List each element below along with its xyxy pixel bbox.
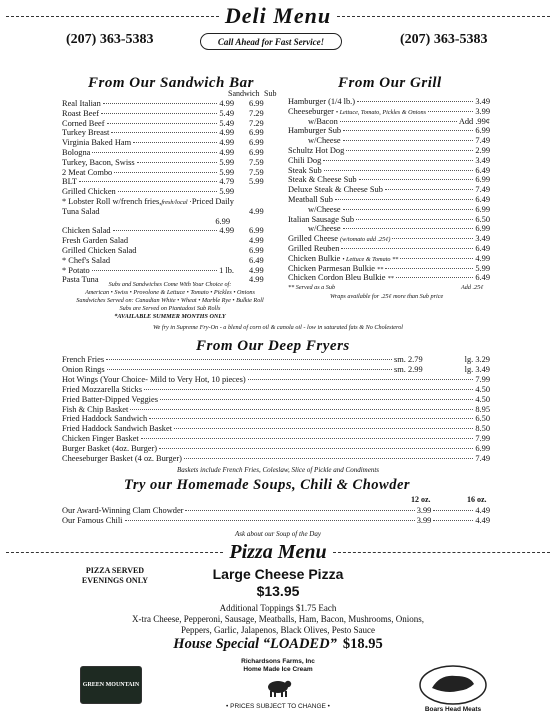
fryer-leader bbox=[248, 379, 474, 380]
sandwich-leader bbox=[111, 132, 217, 133]
fryer-item-price: 7.49 bbox=[475, 454, 490, 463]
grill-row bbox=[288, 215, 490, 225]
sub-price: 7.59 bbox=[249, 167, 264, 177]
grill-item-price: 3.99 bbox=[475, 106, 490, 116]
fryer-item-price: 4.50 bbox=[475, 394, 490, 404]
house-special-price: $18.95 bbox=[342, 636, 383, 652]
grill-item-name: Deluxe Steak & Cheese Sub bbox=[288, 185, 383, 195]
grill-row bbox=[288, 146, 490, 156]
pizza-divider-right bbox=[333, 552, 550, 553]
grill-leader bbox=[346, 150, 473, 151]
grill-leader bbox=[359, 179, 474, 180]
grill-item-name: Hamburger (1/4 lb.) bbox=[288, 97, 356, 106]
grill-row bbox=[288, 195, 490, 205]
grill-row bbox=[288, 264, 490, 274]
grill-leader bbox=[400, 258, 473, 259]
sandwich-name: Grilled Chicken Salad bbox=[62, 246, 137, 255]
sandwich-row bbox=[150, 217, 230, 227]
sub-price: 7.29 bbox=[249, 118, 264, 128]
fryer-sm-price: sm. 2.79 bbox=[394, 355, 423, 364]
sandwich-row bbox=[62, 177, 234, 187]
grill-item-name: Chicken Parmesan Bulkie bbox=[288, 263, 375, 273]
sandwich-leader bbox=[113, 230, 218, 231]
phone-right: (207) 363-5383 bbox=[400, 32, 488, 47]
grill-item-price: 6.49 bbox=[475, 195, 490, 204]
phone-left: (207) 363-5383 bbox=[66, 32, 154, 47]
toppings-price: Additional Toppings $1.75 Each bbox=[219, 603, 337, 613]
grill-item-price: 6.50 bbox=[475, 214, 490, 224]
grill-item-name: Chicken Bulkie bbox=[288, 253, 341, 263]
grill-leader bbox=[396, 277, 474, 278]
soup-12oz-price: 3.99 bbox=[416, 506, 432, 515]
sandwich-note-summer: *AVAILABLE SUMMER MONTHS ONLY bbox=[114, 313, 226, 320]
sub-price: 7.29 bbox=[249, 108, 264, 118]
house-special-row bbox=[0, 636, 556, 653]
boars-head-logo-icon bbox=[418, 664, 488, 706]
grill-leader bbox=[343, 140, 474, 141]
grill-row bbox=[288, 244, 490, 254]
soup-of-the-day-note: Ask about our Soup of the Day bbox=[235, 530, 321, 538]
sandwich-price: 5.99 bbox=[219, 187, 234, 197]
sandwich-price: 4.99 bbox=[219, 99, 234, 108]
grill-row bbox=[288, 234, 490, 244]
fryer-row bbox=[62, 375, 490, 385]
sandwich-name: Grilled Chicken bbox=[62, 187, 116, 197]
soup-item-name: Our Famous Chili bbox=[62, 516, 123, 525]
sub-price: 6.99 bbox=[249, 99, 264, 108]
grill-item-name: Chicken Cordon Bleu Bulkie bbox=[288, 273, 386, 283]
fryer-item-price: 6.99 bbox=[475, 444, 490, 454]
grill-item-name: Hamburger Sub bbox=[288, 126, 342, 136]
fryer-leader bbox=[184, 458, 473, 459]
sandwich-note-toppings: American • Swiss • Provolone & Lettuce • Tomato • Pickles • Onions bbox=[85, 289, 255, 296]
fryer-item-price: 4.50 bbox=[475, 384, 490, 394]
sandwich-leader bbox=[118, 191, 218, 192]
grill-item-price: 6.49 bbox=[475, 273, 490, 283]
sandwich-row bbox=[62, 158, 234, 168]
grill-leader bbox=[324, 170, 474, 171]
sandwich-name: BLT bbox=[62, 177, 78, 187]
pizza-served-line2: EVENINGS ONLY bbox=[81, 576, 149, 585]
fryer-leader bbox=[141, 438, 474, 439]
grill-row bbox=[308, 224, 490, 234]
grill-item-name: Steak & Cheese Sub bbox=[288, 175, 357, 185]
fryer-row bbox=[62, 414, 490, 424]
grill-item-note: • Lettuce & Tomato ** bbox=[342, 255, 399, 263]
fryer-oil-note: We fry in Supreme Fry-On - a blend of corn oil & canola oil - low in saturated fats & No Cholesterol bbox=[152, 324, 404, 331]
grill-item-name: Chili Dog bbox=[288, 155, 322, 165]
sandwich-leader bbox=[92, 152, 217, 153]
soups-title: Try our Homemade Soups, Chili & Chowder bbox=[124, 477, 411, 493]
grill-item-name: w/Cheese bbox=[308, 204, 341, 214]
sub-price: 6.99 bbox=[249, 128, 264, 138]
grill-leader bbox=[385, 189, 473, 190]
sandwich-price: 4.99 bbox=[219, 138, 234, 148]
fryer-row bbox=[62, 424, 490, 434]
soup-item-name: Our Award-Winning Clam Chowder bbox=[62, 506, 184, 515]
grill-note-wraps: Wraps available for .25¢ more than Sub price bbox=[330, 293, 444, 300]
fryer-item-name: Fried Batter-Dipped Veggies bbox=[62, 394, 158, 404]
sandwich-name: * Potato bbox=[62, 265, 90, 275]
sandwich-name: Turkey, Bacon, Swiss bbox=[62, 157, 135, 167]
richardsons-farms-line2: Home Made Ice Cream bbox=[243, 666, 313, 673]
fryer-item-name: Burger Basket (4oz. Burger) bbox=[62, 444, 158, 454]
soup-12oz-header: 12 oz. bbox=[411, 495, 431, 504]
sub-price: 4.99 bbox=[249, 275, 264, 285]
soup-16oz-price: 4.49 bbox=[475, 506, 490, 515]
sub-price: 7.59 bbox=[249, 157, 264, 167]
sandwich-leader bbox=[101, 113, 217, 114]
grill-row bbox=[288, 97, 490, 107]
sandwich-leader bbox=[114, 172, 217, 173]
fryer-sm-price: sm. 2.99 bbox=[394, 364, 423, 374]
sandwich-leader bbox=[133, 142, 217, 143]
soup-leader-2 bbox=[433, 520, 473, 521]
baskets-note: Baskets include French Fries, Coleslaw, Slice of Pickle and Condiments bbox=[177, 466, 379, 474]
sandwich-row bbox=[62, 138, 234, 148]
sandwich-row bbox=[62, 236, 234, 246]
grill-item-note: ** bbox=[377, 265, 384, 273]
sandwich-name: Corned Beef bbox=[62, 118, 105, 128]
title-divider-left bbox=[6, 16, 219, 17]
sandwich-name: Fresh Garden Salad bbox=[62, 236, 129, 246]
title-divider-right bbox=[337, 16, 550, 17]
grill-item-price: 6.49 bbox=[475, 244, 490, 253]
sandwich-name: 2 Meat Combo bbox=[62, 167, 113, 177]
grill-row bbox=[288, 254, 490, 264]
sandwich-note-choice: Subs and Sandwiches Come With Your Choice of: bbox=[108, 281, 232, 288]
fryer-item-price: 7.99 bbox=[475, 374, 490, 384]
grill-leader bbox=[343, 209, 474, 210]
soup-leader bbox=[185, 510, 414, 511]
fryer-leader bbox=[107, 369, 392, 370]
sandwich-price: 5.49 bbox=[219, 118, 234, 128]
fryer-item-name: Fried Mozzarella Sticks bbox=[62, 384, 143, 394]
grill-item-price: 6.49 bbox=[475, 165, 490, 175]
sub-col-header: Sub bbox=[264, 89, 277, 98]
grill-row bbox=[308, 136, 490, 146]
fryer-item-name: Chicken Finger Basket bbox=[62, 434, 139, 444]
sandwich-note: fresh/local bbox=[161, 199, 188, 206]
grill-item-price: 6.99 bbox=[475, 175, 490, 185]
fryer-item-name: Fried Haddock Sandwich bbox=[62, 414, 148, 424]
sandwich-name: Roast Beef bbox=[62, 108, 99, 118]
sandwich-row bbox=[62, 187, 234, 197]
sandwich-row bbox=[62, 197, 234, 207]
grill-leader bbox=[385, 268, 473, 269]
sub-price: 5.99 bbox=[249, 177, 264, 187]
grill-item-name: w/Bacon bbox=[308, 116, 338, 126]
pizza-title-row bbox=[0, 541, 556, 563]
grill-leader bbox=[343, 228, 474, 229]
sandwich-row bbox=[62, 119, 234, 129]
house-special-label: House Special “LOADED” bbox=[173, 636, 337, 652]
sandwich-price: 4.99 bbox=[219, 226, 234, 236]
grill-item-price: 6.99 bbox=[475, 224, 490, 234]
fryer-leader bbox=[159, 448, 473, 449]
grill-row bbox=[308, 205, 490, 215]
grill-item-name: w/Cheese bbox=[308, 224, 341, 234]
grill-item-name: Meatball Sub bbox=[288, 195, 333, 204]
boars-head-label: Boars Head Meats bbox=[424, 706, 482, 713]
large-cheese-pizza-title: Large Cheese Pizza bbox=[212, 566, 344, 582]
sandwich-row bbox=[62, 266, 234, 276]
fryer-item-price: 8.50 bbox=[475, 424, 490, 434]
fryer-item-name: Hot Wings (Your Choice- Mild to Very Hot, 10 pieces) bbox=[62, 374, 246, 384]
deli-menu-title-row bbox=[0, 4, 556, 28]
sandwich-col-header: Sandwich bbox=[228, 89, 260, 98]
sandwich-row bbox=[62, 148, 234, 158]
grill-item-price: 2.99 bbox=[475, 146, 490, 155]
sandwich-leader bbox=[137, 162, 218, 163]
sandwich-row bbox=[62, 256, 234, 266]
sandwich-price: 5.99 bbox=[219, 167, 234, 177]
soup-leader-2 bbox=[433, 510, 473, 511]
sandwich-name: Real Italian bbox=[62, 99, 101, 108]
grill-item-note: ** bbox=[387, 275, 394, 283]
sandwich-leader bbox=[107, 123, 218, 124]
sub-price: 4.99 bbox=[249, 265, 264, 275]
grill-leader bbox=[356, 219, 473, 220]
deep-fryers-title: From Our Deep Fryers bbox=[196, 338, 350, 354]
grill-row bbox=[288, 166, 490, 176]
fryer-row bbox=[62, 395, 490, 405]
soup-16oz-price: 4.49 bbox=[475, 516, 490, 525]
sandwich-leader bbox=[103, 103, 218, 104]
fryer-leader bbox=[149, 418, 473, 419]
sandwich-name: Bologna bbox=[62, 148, 91, 157]
grill-item-note: • Lettuce, Tomato, Pickles & Onions bbox=[335, 108, 426, 116]
pizza-menu-title: Pizza Menu bbox=[229, 540, 327, 563]
cow-icon bbox=[264, 676, 292, 698]
soup-row bbox=[62, 516, 490, 526]
soup-12oz-price: 3.99 bbox=[416, 516, 432, 525]
grill-row bbox=[288, 156, 490, 166]
sub-price: 6.49 bbox=[249, 255, 264, 265]
grill-item-price: 3.49 bbox=[475, 97, 490, 106]
grill-leader bbox=[357, 101, 473, 102]
sub-price: 4.99 bbox=[249, 206, 264, 216]
fryer-item-price: 7.99 bbox=[475, 434, 490, 444]
sandwich-name: Virginia Baked Ham bbox=[62, 138, 132, 148]
fryer-row bbox=[62, 355, 490, 365]
sandwich-row bbox=[62, 109, 234, 119]
fryer-item-name: French Fries bbox=[62, 355, 105, 364]
grill-note-wrap: ** Served as a Sub bbox=[288, 284, 336, 291]
grill-leader bbox=[341, 248, 473, 249]
grill-item-name: Cheeseburger bbox=[288, 106, 334, 116]
fryer-item-name: Fried Haddock Sandwich Basket bbox=[62, 424, 173, 434]
fryer-leader bbox=[174, 428, 473, 429]
sandwich-name: * Lobster Roll w/french fries, bbox=[62, 197, 162, 206]
soup-row bbox=[62, 506, 490, 516]
sandwich-name: Turkey Breast bbox=[62, 128, 110, 138]
toppings-list-line2: Peppers, Garlic, Jalapenos, Black Olives, Pesto Sauce bbox=[181, 625, 375, 635]
soup-16oz-header: 16 oz. bbox=[467, 495, 487, 504]
fryer-row bbox=[62, 434, 490, 444]
grill-row bbox=[288, 126, 490, 136]
sandwich-row bbox=[62, 128, 234, 138]
fryer-row bbox=[62, 454, 490, 464]
fryer-item-name: Cheeseburger Basket (4 oz. Burger) bbox=[62, 454, 182, 463]
pizza-served-line1: PIZZA SERVED bbox=[85, 566, 145, 575]
fryer-row bbox=[62, 444, 490, 454]
green-mountain-logo-text: GREEN MOUNTAIN bbox=[82, 682, 140, 688]
sandwich-price: 1 lb. bbox=[219, 265, 234, 275]
grill-item-price: 4.99 bbox=[475, 253, 490, 263]
grill-leader bbox=[392, 238, 473, 239]
call-ahead-badge: Call Ahead for Fast Service! bbox=[200, 33, 342, 50]
grill-leader bbox=[323, 160, 473, 161]
richardsons-farms-line1: Richardsons Farms, Inc bbox=[241, 658, 315, 665]
sandwich-price: 4.79 bbox=[219, 177, 234, 187]
large-cheese-pizza-price: $13.95 bbox=[256, 583, 300, 599]
sub-price: 6.99 bbox=[249, 138, 264, 148]
sandwich-price: 5.99 bbox=[219, 157, 234, 167]
sandwich-leader bbox=[92, 270, 217, 271]
sandwich-name: Chicken Salad bbox=[62, 226, 111, 236]
grill-row bbox=[288, 273, 490, 283]
grill-item-name: w/Cheese bbox=[308, 136, 341, 146]
grill-item-name: Steak Sub bbox=[288, 165, 322, 175]
sandwich-note-breads: Sandwiches Served on: Canadian White • Wheat • Marble Rye • Bulkie Roll bbox=[76, 297, 264, 304]
sub-price: 6.99 bbox=[249, 226, 264, 236]
sub-price: 4.99 bbox=[249, 236, 264, 246]
grill-item-name: Schultz Hot Dog bbox=[288, 146, 345, 155]
sandwich-name: * Chef's Salad bbox=[62, 255, 111, 265]
fryer-lg-price: lg. 3.29 bbox=[464, 355, 490, 364]
grill-row bbox=[288, 175, 490, 185]
sandwich-note-subs: Subs are Served on Piantadosi Sub Rolls bbox=[119, 305, 221, 312]
grill-leader bbox=[428, 111, 473, 112]
grill-item-price: 5.99 bbox=[475, 263, 490, 273]
fryer-leader bbox=[106, 359, 392, 360]
sandwich-bar-title: From Our Sandwich Bar bbox=[88, 75, 254, 91]
sandwich-name: Tuna Salad bbox=[62, 206, 100, 216]
fryer-item-name: Fish & Chip Basket bbox=[62, 404, 129, 414]
sandwich-row bbox=[62, 246, 234, 256]
fryer-item-name: Onion Rings bbox=[62, 364, 105, 374]
deli-menu-title: Deli Menu bbox=[224, 3, 332, 28]
grill-item-price: 7.49 bbox=[475, 136, 490, 146]
grill-row bbox=[308, 117, 490, 127]
soup-leader bbox=[125, 520, 415, 521]
grill-item-price: 6.99 bbox=[475, 126, 490, 136]
sandwich-row bbox=[62, 226, 234, 236]
grill-item-price: Add .99¢ bbox=[458, 116, 490, 126]
green-mountain-logo bbox=[80, 666, 142, 704]
grill-leader bbox=[335, 199, 473, 200]
sandwich-row bbox=[62, 168, 234, 178]
fryer-item-price: 6.50 bbox=[475, 414, 490, 424]
pizza-divider-left bbox=[6, 552, 223, 553]
grill-item-price: 7.49 bbox=[475, 185, 490, 195]
sandwich-price: 5.49 bbox=[219, 108, 234, 118]
fryer-row bbox=[62, 385, 490, 395]
sub-price: 6.99 bbox=[249, 148, 264, 157]
sandwich-row bbox=[62, 99, 234, 109]
grill-note-wrap-price: Add .25¢ bbox=[461, 284, 484, 291]
grill-item-name: Grilled Cheese bbox=[288, 234, 339, 244]
grill-item-price: 6.99 bbox=[475, 204, 490, 214]
fryer-lg-price: lg. 3.49 bbox=[464, 364, 490, 374]
grill-title: From Our Grill bbox=[338, 75, 442, 91]
grill-leader bbox=[340, 121, 457, 122]
sub-price: 6.99 bbox=[249, 246, 264, 255]
grill-item-price: 3.49 bbox=[475, 155, 490, 165]
prices-subject-to-change: • PRICES SUBJECT TO CHANGE • bbox=[226, 703, 330, 710]
grill-item-name: Italian Sausage Sub bbox=[288, 214, 355, 224]
fryer-leader bbox=[160, 399, 473, 400]
sandwich-price: 4.99 bbox=[219, 128, 234, 138]
sandwich-price: 6.99 bbox=[215, 216, 230, 226]
sandwich-leader bbox=[79, 181, 217, 182]
fryer-row bbox=[62, 405, 490, 415]
grill-item-note: (w/tomato add .25¢) bbox=[340, 236, 391, 244]
fryer-item-price: 8.95 bbox=[475, 404, 490, 414]
toppings-list-line1: X-tra Cheese, Pepperoni, Sausage, Meatballs, Ham, Bacon, Mushrooms, Onions, bbox=[132, 614, 424, 624]
fryer-row bbox=[62, 365, 490, 375]
grill-row bbox=[288, 107, 490, 117]
grill-item-name: Grilled Reuben bbox=[288, 244, 340, 253]
fryer-leader bbox=[144, 389, 473, 390]
sandwich-row bbox=[62, 207, 234, 217]
sandwich-name: Pasta Tuna bbox=[62, 275, 99, 285]
fryer-leader bbox=[130, 409, 473, 410]
grill-leader bbox=[343, 130, 473, 131]
sandwich-price: 4.99 bbox=[219, 148, 234, 157]
grill-item-price: 3.49 bbox=[475, 234, 490, 244]
grill-row bbox=[288, 185, 490, 195]
sandwich-price: Priced Daily bbox=[191, 197, 234, 206]
